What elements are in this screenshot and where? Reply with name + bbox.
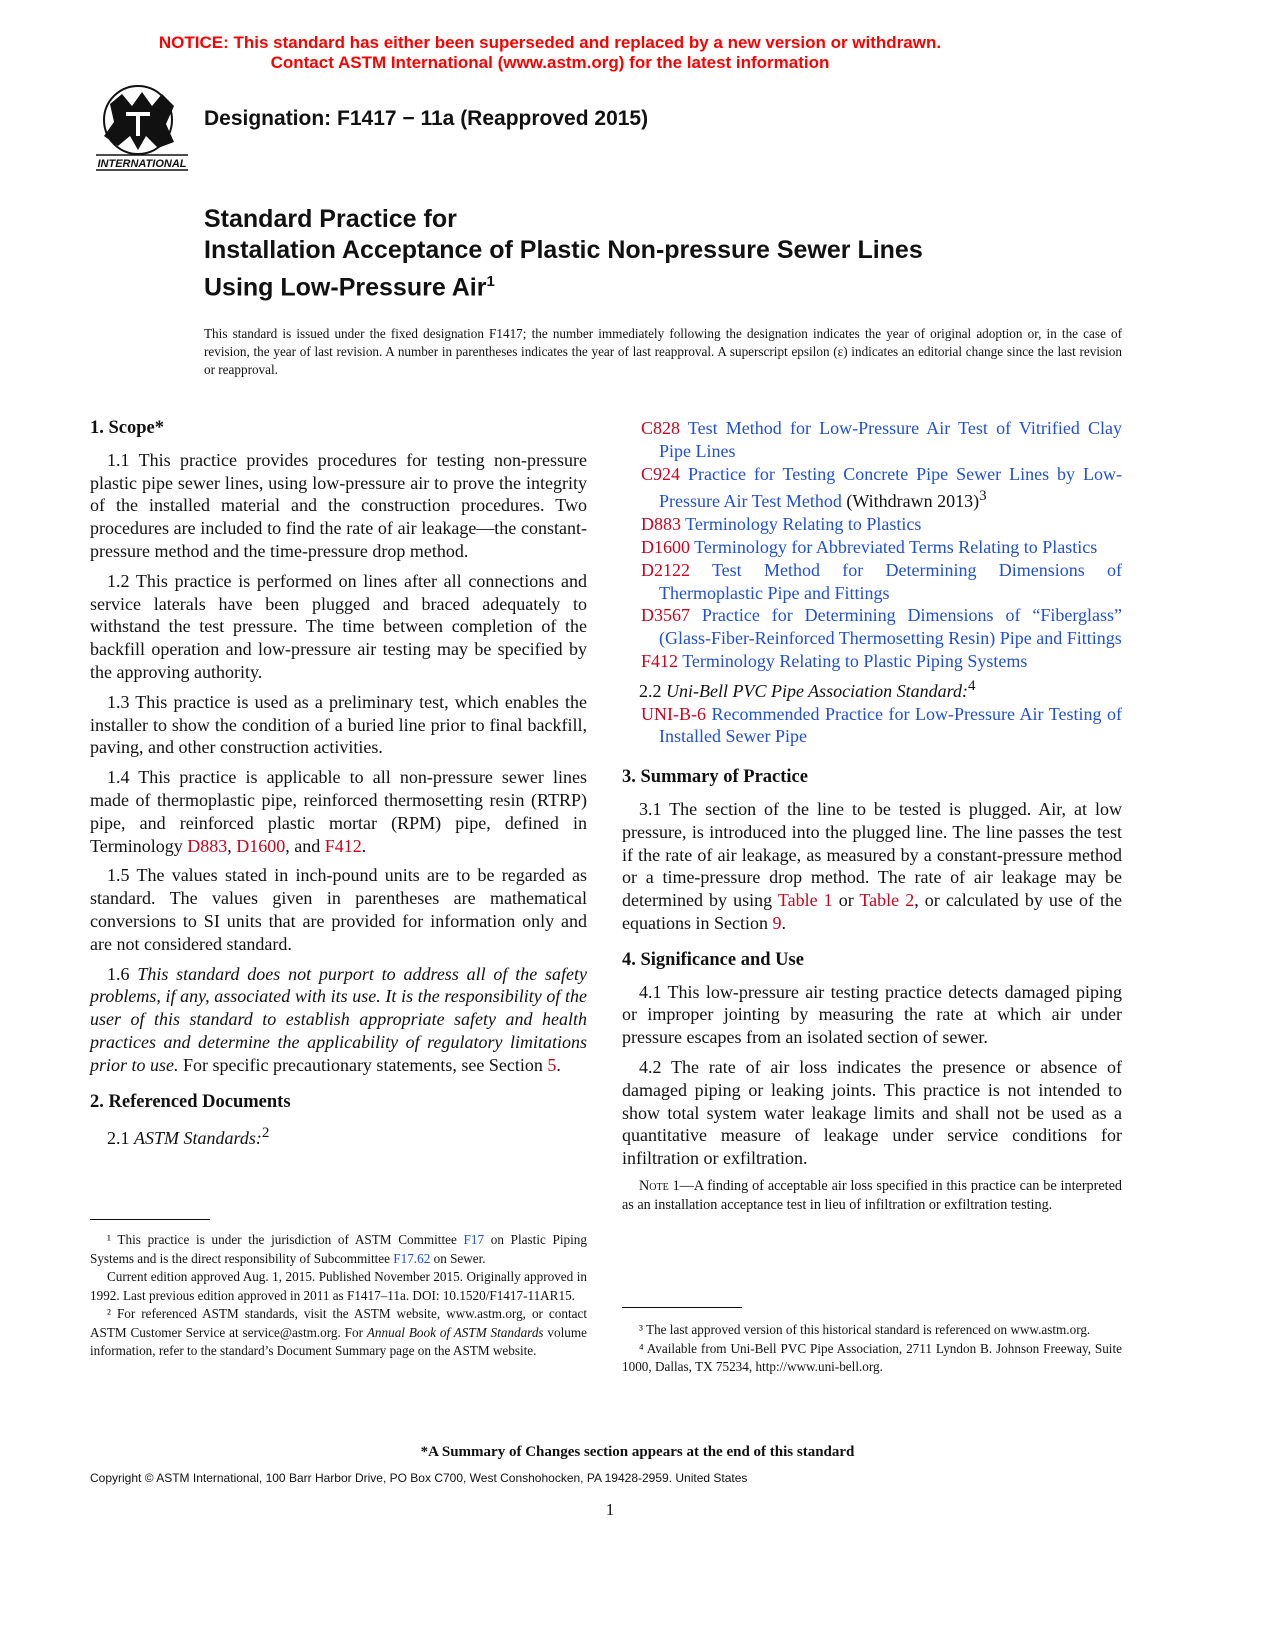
summary-of-changes-note: *A Summary of Changes section appears at the end of this standard [420,1444,855,1460]
supersession-notice [0,33,1100,73]
footnote-rule-right [622,1307,742,1308]
link-f17[interactable]: F17 [463,1232,485,1247]
notice-line-1: NOTICE: This standard has either been superseded and replaced by a new version or withdrawn. [158,33,942,52]
paragraph-1-6: 1.6 This standard does not purport to address all of the safety problems, if any, associated with its use. It is the responsibility of the user of this standard to establish appropriate safety and health practices and determine the applicability of regulatory limitations prior to use. For specific precautionary statements, see Section 5. [90,963,588,1075]
link-d883[interactable]: D883 [187,835,228,856]
astm-international-logo [92,84,192,176]
footnote-4: ⁴ Available from Uni-Bell PVC Pipe Association, 2711 Lyndon B. Johnson Freeway, Suite 1000, Dallas, TX 75234, http://www.uni-bell.org. [622,1340,1122,1374]
paragraph-1-5: 1.5 The values stated in inch-pound units are to be regarded as standard. The values given in parentheses are mathematical conversions to SI units that are provided for information only and are not considered standard. [90,865,587,954]
title-footnote-ref[interactable]: 1 [486,273,495,290]
note-1: Note 1—A finding of acceptable air loss specified in this practice can be interpreted as an installation acceptance test in lieu of infiltration or exfiltration testing. [622,1177,1122,1213]
footnote-ref-2[interactable]: 2 [261,1125,270,1142]
section-heading-significance: 4. Significance and Use [622,949,804,970]
document-title [204,204,923,303]
reference-item-d1600[interactable]: D1600 Terminology for Abbreviated Terms Relating to Plastics [641,536,1098,557]
footnote-1: ¹ This practice is under the jurisdiction of ASTM Committee F17 on Plastic Piping Systems and is the direct responsibility of Subcommittee F17.62 on Sewer. [90,1232,587,1266]
reference-item-c828[interactable]: C828 Test Method for Low-Pressure Air Test of Vitrified Clay Pipe Lines [641,418,1122,461]
paragraph-2-2: 2.2 Uni-Bell PVC Pipe Association Standard:$^4$ [639,677,976,701]
footnote-2: ² For referenced ASTM standards, visit the ASTM website, www.astm.org, or contact ASTM Customer Service at service@astm.org. For Annual Book of ASTM Standards volume information, refer to the standard’s Document Summary page on the ASTM website. [90,1306,587,1358]
title-line-3: Using Low-Pressure Air$^1$ [204,273,495,302]
paragraph-1-3: 1.3 This practice is used as a preliminary test, which enables the installer to show the condition of a buried line prior to final backfill, paving, and other construction activities. [90,691,587,758]
link-f17-62[interactable]: F17.62 [393,1250,431,1266]
copyright-line: Copyright © ASTM International, 100 Barr Harbor Drive, PO Box C700, West Conshohocken, PA 19428-2959. United States [90,1471,748,1485]
paragraph-1-2: 1.2 This practice is performed on lines after all connections and service laterals have been plugged and braced adequately to withstand the test pressure. The time between completion of the backfill operation and low-pressure air testing may be specified by the approving authority. [90,570,587,682]
section-heading-summary: 3. Summary of Practice [622,767,808,788]
left-column [90,417,587,1157]
link-table-1[interactable]: Table 1 [777,890,833,911]
designation: Designation: F1417 − 11a (Reapproved 2015) [204,107,649,130]
reference-item-f412[interactable]: F412 Terminology Relating to Plastic Piping Systems [641,650,1028,671]
paragraph-4-1: 4.1 This low-pressure air testing practice detects damaged piping or improper jointing by measuring the rate at which air under pressure escapes from an isolated section of sewer. [622,981,1122,1048]
footnotes-left [90,1231,587,1361]
paragraph-3-1: 3.1 The section of the line to be tested is plugged. Air, at low pressure, is introduced into the plugged line. The line passes the test if the rate of air leakage, as measured by a constant-pressure method or a time-pressure drop method. The rate of air leakage may be determined by using Table 1 or Table 2, or calculated by use of the equations in Section 9. [622,798,1122,933]
footnote-rule-left [90,1219,210,1220]
link-table-2[interactable]: Table 2 [859,890,915,911]
reference-item-c924[interactable]: C924 Practice for Testing Concrete Pipe Sewer Lines by Low-Pressure Air Test Method (Withdrawn 2013)$^3$ [641,463,1122,512]
reference-item-d2122[interactable]: D2122 Test Method for Determining Dimensions of Thermoplastic Pipe and Fittings [641,559,1122,603]
paragraph-1-1: 1.1 This practice provides procedures for testing non-pressure plastic pipe sewer lines, using low-pressure air to prove the integrity of the installed material and the construction procedures. Two procedures are included to find the rate of air leakage—the constant-pressure method and the time-pressure drop method. [90,449,587,561]
footnote-3: ³ The last approved version of this historical standard is referenced on www.astm.org. [639,1322,1091,1337]
title-line-1: Standard Practice for [204,205,457,233]
page-number: 1 [605,1500,615,1519]
reference-item-uni-b-6[interactable]: UNI-B-6 Recommended Practice for Low-Pressure Air Testing of Installed Sewer Pipe [641,703,1122,747]
link-section-5[interactable]: 5 [547,1054,557,1075]
link-d1600[interactable]: D1600 [236,835,286,856]
link-f412[interactable]: F412 [324,835,362,856]
section-heading-referenced-documents: 2. Referenced Documents [90,1091,291,1112]
link-section-9[interactable]: 9 [772,912,782,933]
reference-item-d883[interactable]: D883 Terminology Relating to Plastics [641,514,922,535]
issuance-note: This standard is issued under the fixed designation F1417; the number immediately following the designation indicates the year of original adoption or, in the case of revision, the year of last revision. A number in parentheses indicates the year of last reapproval. A superscript epsilon (ε) indicates an editorial change since the last revision or reapproval. [204,326,1122,377]
footnotes-right [622,1321,1122,1377]
footnote-ref-4[interactable]: 4 [967,677,976,694]
reference-item-d3567[interactable]: D3567 Practice for Determining Dimensions of “Fiberglass” (Glass-Fiber-Reinforced Thermosetting Resin) Pipe and Fittings [641,605,1122,649]
section-heading-scope: 1. Scope* [90,418,164,438]
title-line-2: Installation Acceptance of Plastic Non-pressure Sewer Lines [204,236,923,264]
right-column [622,417,1122,1222]
footnote-1-edition: Current edition approved Aug. 1, 2015. Published November 2015. Originally approved in 1992. Last previous edition approved in 2011 as F1417–11a. DOI: 10.1520/F1417-11AR15. [90,1269,587,1303]
logo-text: INTERNATIONAL [97,158,187,170]
paragraph-4-2: 4.2 The rate of air loss indicates the presence or absence of damaged piping or leaking joints. This practice is not intended to show total system water leakage limits and shall not be used as a quantitative measure of leakage under service conditions for infiltration or exfiltration. [622,1056,1122,1169]
notice-line-2: Contact ASTM International (www.astm.org) for the latest information [270,53,830,72]
paragraph-2-1: 2.1 ASTM Standards:$^2$ [107,1125,270,1149]
paragraph-1-4: 1.4 This practice is applicable to all non-pressure sewer lines made of thermoplastic pipe, reinforced thermosetting resin (RTRP) pipe, and reinforced plastic mortar (RPM) pipe, defined in Terminology D883, D1600, and F412. [90,767,587,856]
